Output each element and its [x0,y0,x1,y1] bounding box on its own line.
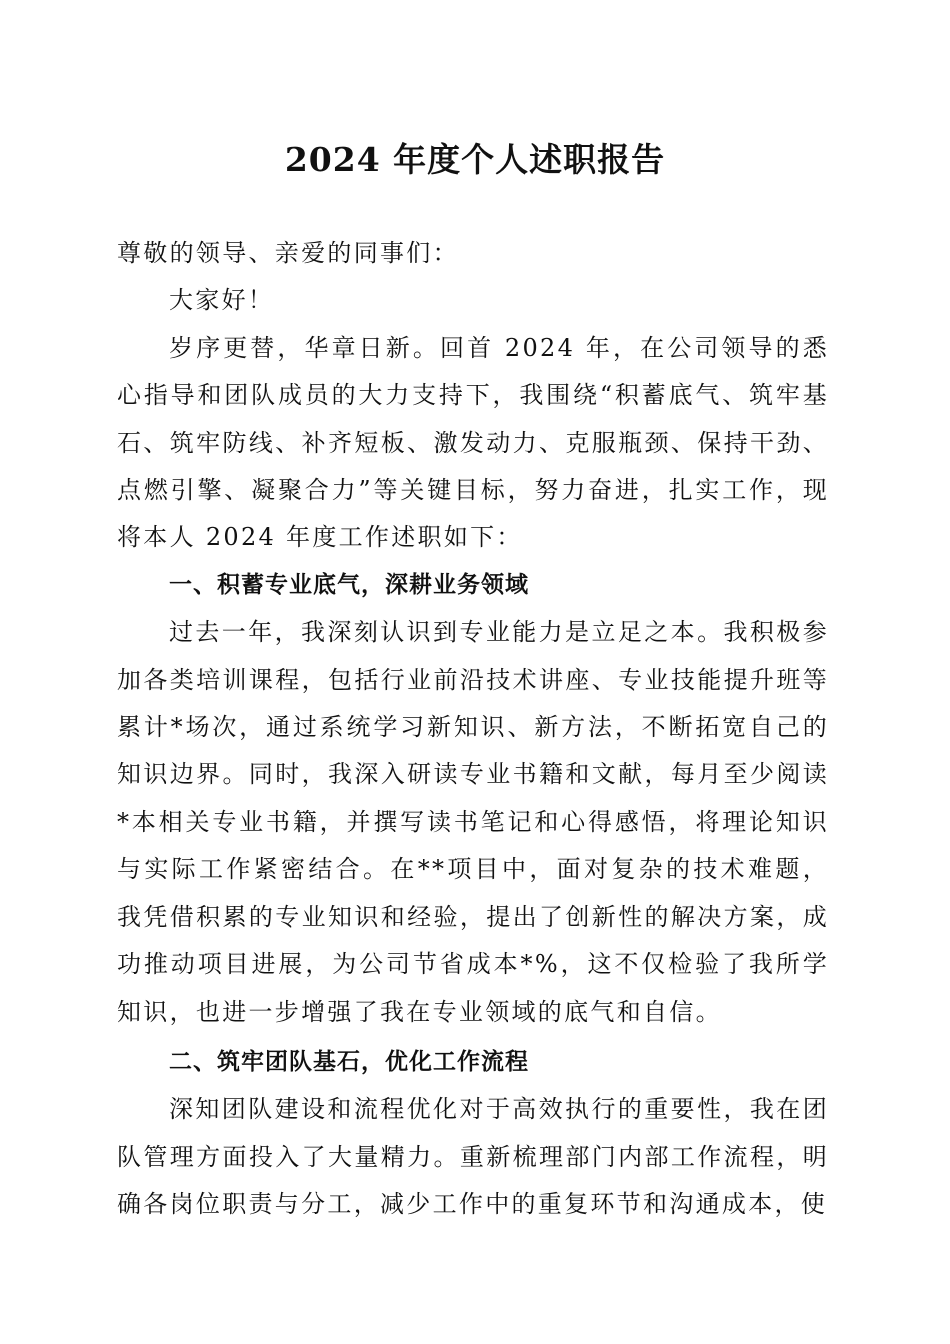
section-2-heading: 二、筑牢团队基石，优化工作流程 [169,1048,529,1075]
greeting: 大家好！ [169,286,275,315]
document-body [117,230,829,1229]
document-title: 2024 年度个人述职报告 [284,140,666,179]
section-1-paragraph: 过去一年，我深刻认识到专业能力是立足之本。我积极参加各类培训课程，包括行业前沿技术讲座、专业技能提升班等累计*场次，通过系统学习新知识、新方法，不断拓宽自己的知识边界。同时，我深入研读专业书籍和文献，每月至少阅读*本相关专业书籍，并撰写读书笔记和心得感悟，将理论知识与实际工作紧密结合。在**项目中，面对复杂的技术难题，我凭借积累的专业知识和经验，提出了创新性的解决方案，成功推动项目进展，为公司节省成本*%，这不仅检验了我所学知识，也进一步增强了我在专业领域的底气和自信。 [117,618,829,1026]
intro-paragraph: 岁序更替，华章日新。回首 2024 年，在公司领导的悉心指导和团队成员的大力支持下，我围绕“积蓄底气、筑牢基石、筑牢防线、补齐短板、激发动力、克服瓶颈、保持干劲、点燃引擎、凝聚合力”等关键目标，努力奋进，扎实工作，现将本人 2024 年度工作述职如下： [117,333,829,552]
salutation: 尊敬的领导、亲爱的同事们： [117,239,459,267]
section-2-paragraph: 深知团队建设和流程优化对于高效执行的重要性，我在团队管理方面投入了大量精力。重新梳理部门内部工作流程，明确各岗位职责与分工，减少工作中的重复环节和沟通成本，使 [117,1095,829,1219]
section-1-heading: 一、积蓄专业底气，深耕业务领域 [169,571,529,598]
